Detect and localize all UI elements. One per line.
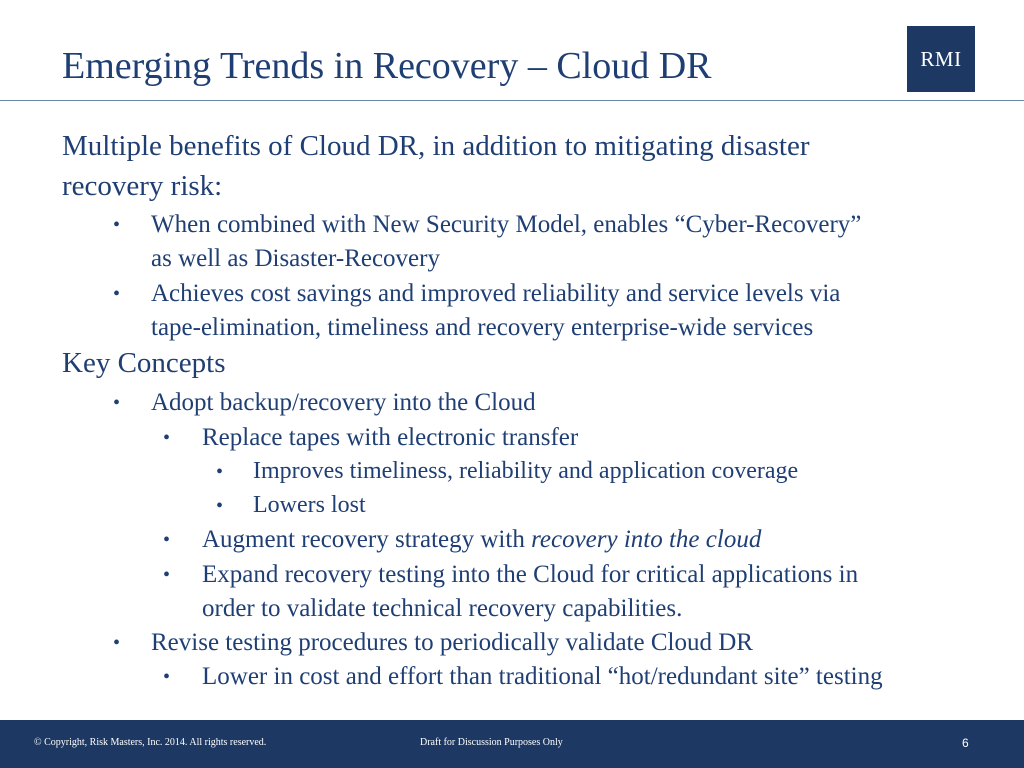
bullet-marker: • <box>113 392 121 414</box>
concept-adopt: Adopt backup/recovery into the Cloud <box>151 389 536 416</box>
draft-notice: Draft for Discussion Purposes Only <box>420 737 563 748</box>
copyright-notice: © Copyright, Risk Masters, Inc. 2014. All rights reserved. <box>34 737 267 748</box>
benefit-2-line-2: tape-elimination, timeliness and recovery enterprise-wide services <box>151 314 814 341</box>
rmi-logo <box>907 26 975 92</box>
bullet-marker: • <box>216 495 224 517</box>
bullet-marker: • <box>216 461 224 483</box>
concept-replace-tapes: Replace tapes with electronic transfer <box>202 424 579 451</box>
bullet-marker: • <box>113 283 121 305</box>
page-number: 6 <box>962 736 969 750</box>
logo-text: RMI <box>920 46 962 71</box>
concept-expand-line-1: Expand recovery testing into the Cloud for critical applications in <box>202 561 859 588</box>
intro-line-2: recovery risk: <box>62 170 223 202</box>
benefit-2-line-1: Achieves cost savings and improved reliability and service levels via <box>151 280 841 307</box>
bullet-marker: • <box>163 564 171 586</box>
augment-emphasis: recovery into the cloud <box>531 526 762 553</box>
bullet-marker: • <box>163 427 171 449</box>
benefit-1-line-2: as well as Disaster-Recovery <box>151 245 440 272</box>
concept-lowers-lost: Lowers lost <box>253 492 366 518</box>
slide-title: Emerging Trends in Recovery – Cloud DR <box>62 45 712 87</box>
benefit-1-line-1: When combined with New Security Model, enables “Cyber-Recovery” <box>151 211 862 238</box>
key-concepts-heading: Key Concepts <box>62 347 226 379</box>
concept-augment <box>202 526 761 554</box>
title-divider <box>0 100 1024 101</box>
intro-line-1: Multiple benefits of Cloud DR, in addition to mitigating disaster <box>62 130 810 162</box>
concept-improves: Improves timeliness, reliability and application coverage <box>253 458 799 484</box>
bullet-marker: • <box>113 632 121 654</box>
concept-revise: Revise testing procedures to periodically validate Cloud DR <box>151 629 753 656</box>
augment-prefix: Augment recovery strategy with <box>202 526 532 553</box>
footer-bar <box>0 720 1024 768</box>
bullet-marker: • <box>163 666 171 688</box>
bullet-marker: • <box>113 214 121 236</box>
concept-lower-cost: Lower in cost and effort than traditional “hot/redundant site” testing <box>202 663 883 690</box>
bullet-marker: • <box>163 529 171 551</box>
concept-expand-line-2: order to validate technical recovery capabilities. <box>202 595 683 622</box>
